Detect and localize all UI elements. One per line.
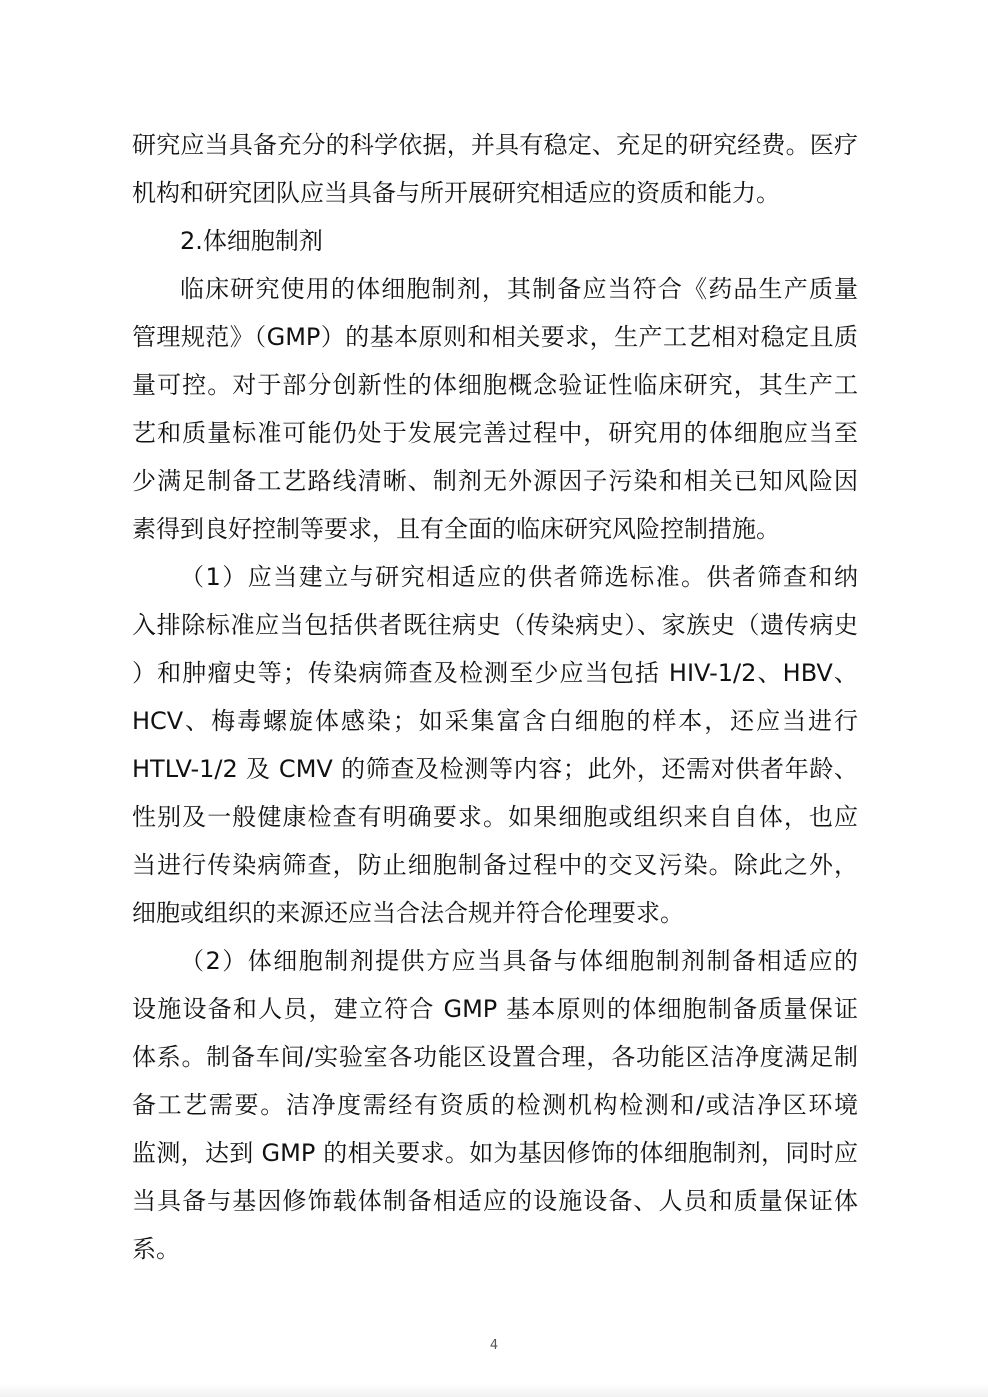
paragraph-1 <box>132 121 858 217</box>
text-line: 系。 <box>132 1235 180 1263</box>
text-line: 细胞或组织的来源还应当合法合规并符合伦理要求。 <box>132 899 684 927</box>
paragraph-4 <box>132 937 858 1273</box>
text-line: 艺和质量标准可能仍处于发展完善过程中，研究用的体细胞应当至 <box>132 419 858 447</box>
text-line: 性别及一般健康检查有明确要求。如果细胞或组织来自自体，也应 <box>132 803 858 831</box>
text-line: 素得到良好控制等要求，且有全面的临床研究风险控制措施。 <box>132 515 780 543</box>
text-line: 量可控。对于部分创新性的体细胞概念验证性临床研究，其生产工 <box>132 371 858 399</box>
text-line: （1）应当建立与研究相适应的供者筛选标准。供者筛查和纳 <box>180 563 858 591</box>
text-line: 管理规范》（GMP）的基本原则和相关要求，生产工艺相对稳定且质 <box>132 323 858 351</box>
text-line: 备工艺需要。洁净度需经有资质的检测机构检测和/或洁净区环境 <box>132 1091 858 1119</box>
document-body <box>132 121 858 1273</box>
text-line: 研究应当具备充分的科学依据，并具有稳定、充足的研究经费。医疗 <box>132 131 858 159</box>
text-line: 体系。制备车间/实验室各功能区设置合理，各功能区洁净度满足制 <box>132 1043 858 1071</box>
text-line: 当进行传染病筛查，防止细胞制备过程中的交叉污染。除此之外， <box>132 851 858 879</box>
text-line: 当具备与基因修饰载体制备相适应的设施设备、人员和质量保证体 <box>132 1187 858 1215</box>
text-line: 入排除标准应当包括供者既往病史（传染病史）、家族史（遗传病史 <box>132 611 858 639</box>
text-line: 机构和研究团队应当具备与所开展研究相适应的资质和能力。 <box>132 179 780 207</box>
text-line: ）和肿瘤史等；传染病筛查及检测至少应当包括 HIV-1/2、HBV、 <box>132 659 858 687</box>
section-heading: 2.体细胞制剂 <box>180 227 323 255</box>
text-line: HTLV-1/2 及 CMV 的筛查及检测等内容；此外，还需对供者年龄、 <box>132 755 858 783</box>
text-line: HCV、梅毒螺旋体感染；如采集富含白细胞的样本，还应当进行 <box>132 707 858 735</box>
text-line: 临床研究使用的体细胞制剂，其制备应当符合《药品生产质量 <box>180 275 858 303</box>
text-line: 少满足制备工艺路线清晰、制剂无外源因子污染和相关已知风险因 <box>132 467 858 495</box>
page-bottom-edge <box>0 1384 988 1397</box>
text-line: 监测，达到 GMP 的相关要求。如为基因修饰的体细胞制剂，同时应 <box>132 1139 858 1167</box>
paragraph-3 <box>132 553 858 937</box>
text-line: 设施设备和人员，建立符合 GMP 基本原则的体细胞制备质量保证 <box>132 995 858 1023</box>
text-line: （2）体细胞制剂提供方应当具备与体细胞制剂制备相适应的 <box>180 947 858 975</box>
paragraph-2 <box>132 265 858 553</box>
page-number: 4 <box>489 1338 499 1353</box>
